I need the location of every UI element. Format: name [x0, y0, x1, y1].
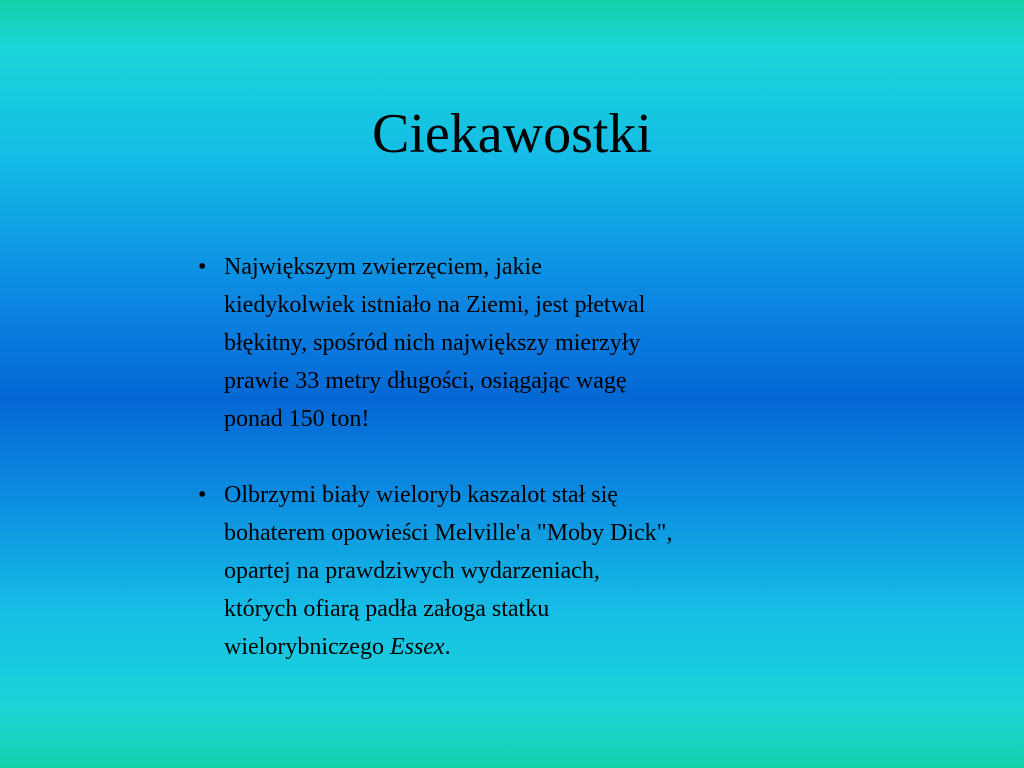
bullet-line: Olbrzymi biały wieloryb kaszalot stał się	[224, 482, 618, 508]
slide-title: Ciekawostki	[372, 103, 652, 165]
bullet-marker: •	[198, 482, 207, 508]
bullet-item	[198, 248, 818, 438]
bullet-line-suffix: .	[444, 634, 451, 660]
ship-name: Essex	[389, 634, 445, 660]
bullet-line: których ofiarą padła załoga statku	[224, 596, 550, 622]
bullet-line: ponad 150 ton!	[224, 406, 370, 432]
bullet-line: kiedykolwiek istniało na Ziemi, jest płetwal	[224, 292, 646, 318]
bullet-line: Największym zwierzęciem, jakie	[224, 254, 542, 280]
bullet-item	[198, 476, 818, 666]
bullet-list	[198, 248, 818, 704]
bullet-line: bohaterem opowieści Melville'a "Moby Dick",	[224, 520, 673, 546]
bullet-marker: •	[198, 254, 207, 280]
bullet-line-prefix: wielorybniczego	[224, 634, 390, 660]
bullet-line: prawie 33 metry długości, osiągając wagę	[224, 368, 627, 394]
bullet-line: błękitny, spośród nich największy mierzyły	[224, 330, 641, 356]
bullet-line: opartej na prawdziwych wydarzeniach,	[224, 558, 600, 584]
